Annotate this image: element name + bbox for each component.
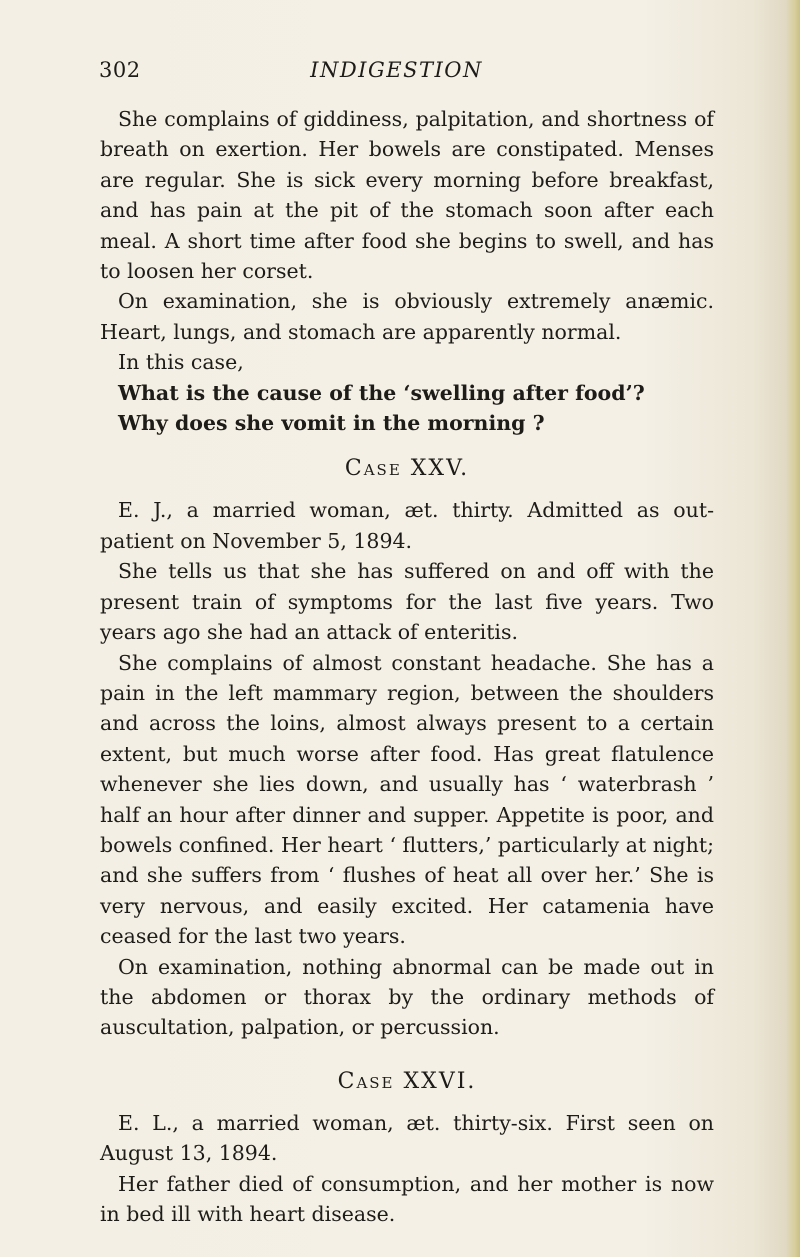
page-body	[100, 104, 714, 1229]
paragraph-examination: On examination, she is obviously extremely anæmic. Heart, lungs, and stomach are apparently normal.	[100, 289, 714, 344]
page-header	[99, 58, 699, 88]
page-edge-shadow	[786, 0, 800, 1257]
case-heading-xxv: Case XXV.	[344, 456, 470, 482]
paragraph-case25-complaints: She complains of almost constant headache. She has a pain in the left mammary region, between the shoulders and across the loins, almost always present to a certain extent, but much worse after food. Has great flatulence whenever she lies down, and usually has ‘ waterbrash ’ half an hour after dinner and supper. Appetite is poor, and bowels confined. Her heart ‘ flutters,’ particularly at night; and she suffers from ‘ flushes of heat all over her.’ She is very nervous, and easily excited. Her catamenia have ceased for the last two years.	[100, 650, 714, 949]
case-heading-xxvi: Case XXVI.	[337, 1068, 477, 1094]
question-vomit: Why does she vomit in the morning ?	[118, 411, 545, 436]
page-number: 302	[99, 58, 141, 82]
paragraph-case25-intro: E. J., a married woman, æt. thirty. Admitted as out-patient on November 5, 1894.	[100, 498, 714, 553]
paragraph-case25-examination: On examination, nothing abnormal can be made out in the abdomen or thorax by the ordinary methods of auscultation, palpation, or percussion.	[100, 954, 714, 1040]
paragraph-case26-family: Her father died of consumption, and her mother is now in bed ill with heart disease.	[100, 1171, 714, 1226]
paragraph-case25-history: She tells us that she has suffered on and off with the present train of symptoms for the last five years. Two years ago she had an attack of enteritis.	[100, 559, 714, 645]
question-swelling: What is the cause of the ‘swelling after food’?	[118, 380, 645, 405]
paragraph-case26-intro: E. L., a married woman, æt. thirty-six. First seen on August 13, 1894.	[100, 1110, 714, 1166]
running-title: INDIGESTION	[310, 58, 483, 82]
paragraph-symptoms: She complains of giddiness, palpitation, and shortness of breath on exertion. Her bowels are constipated. Menses are regular. She is sick every morning before breakfast, and has pain at the pit of the stomach soon after each meal. A short time after food she begins to swell, and has to loosen her corset.	[100, 107, 714, 284]
paragraph-in-this-case: In this case,	[118, 350, 244, 375]
